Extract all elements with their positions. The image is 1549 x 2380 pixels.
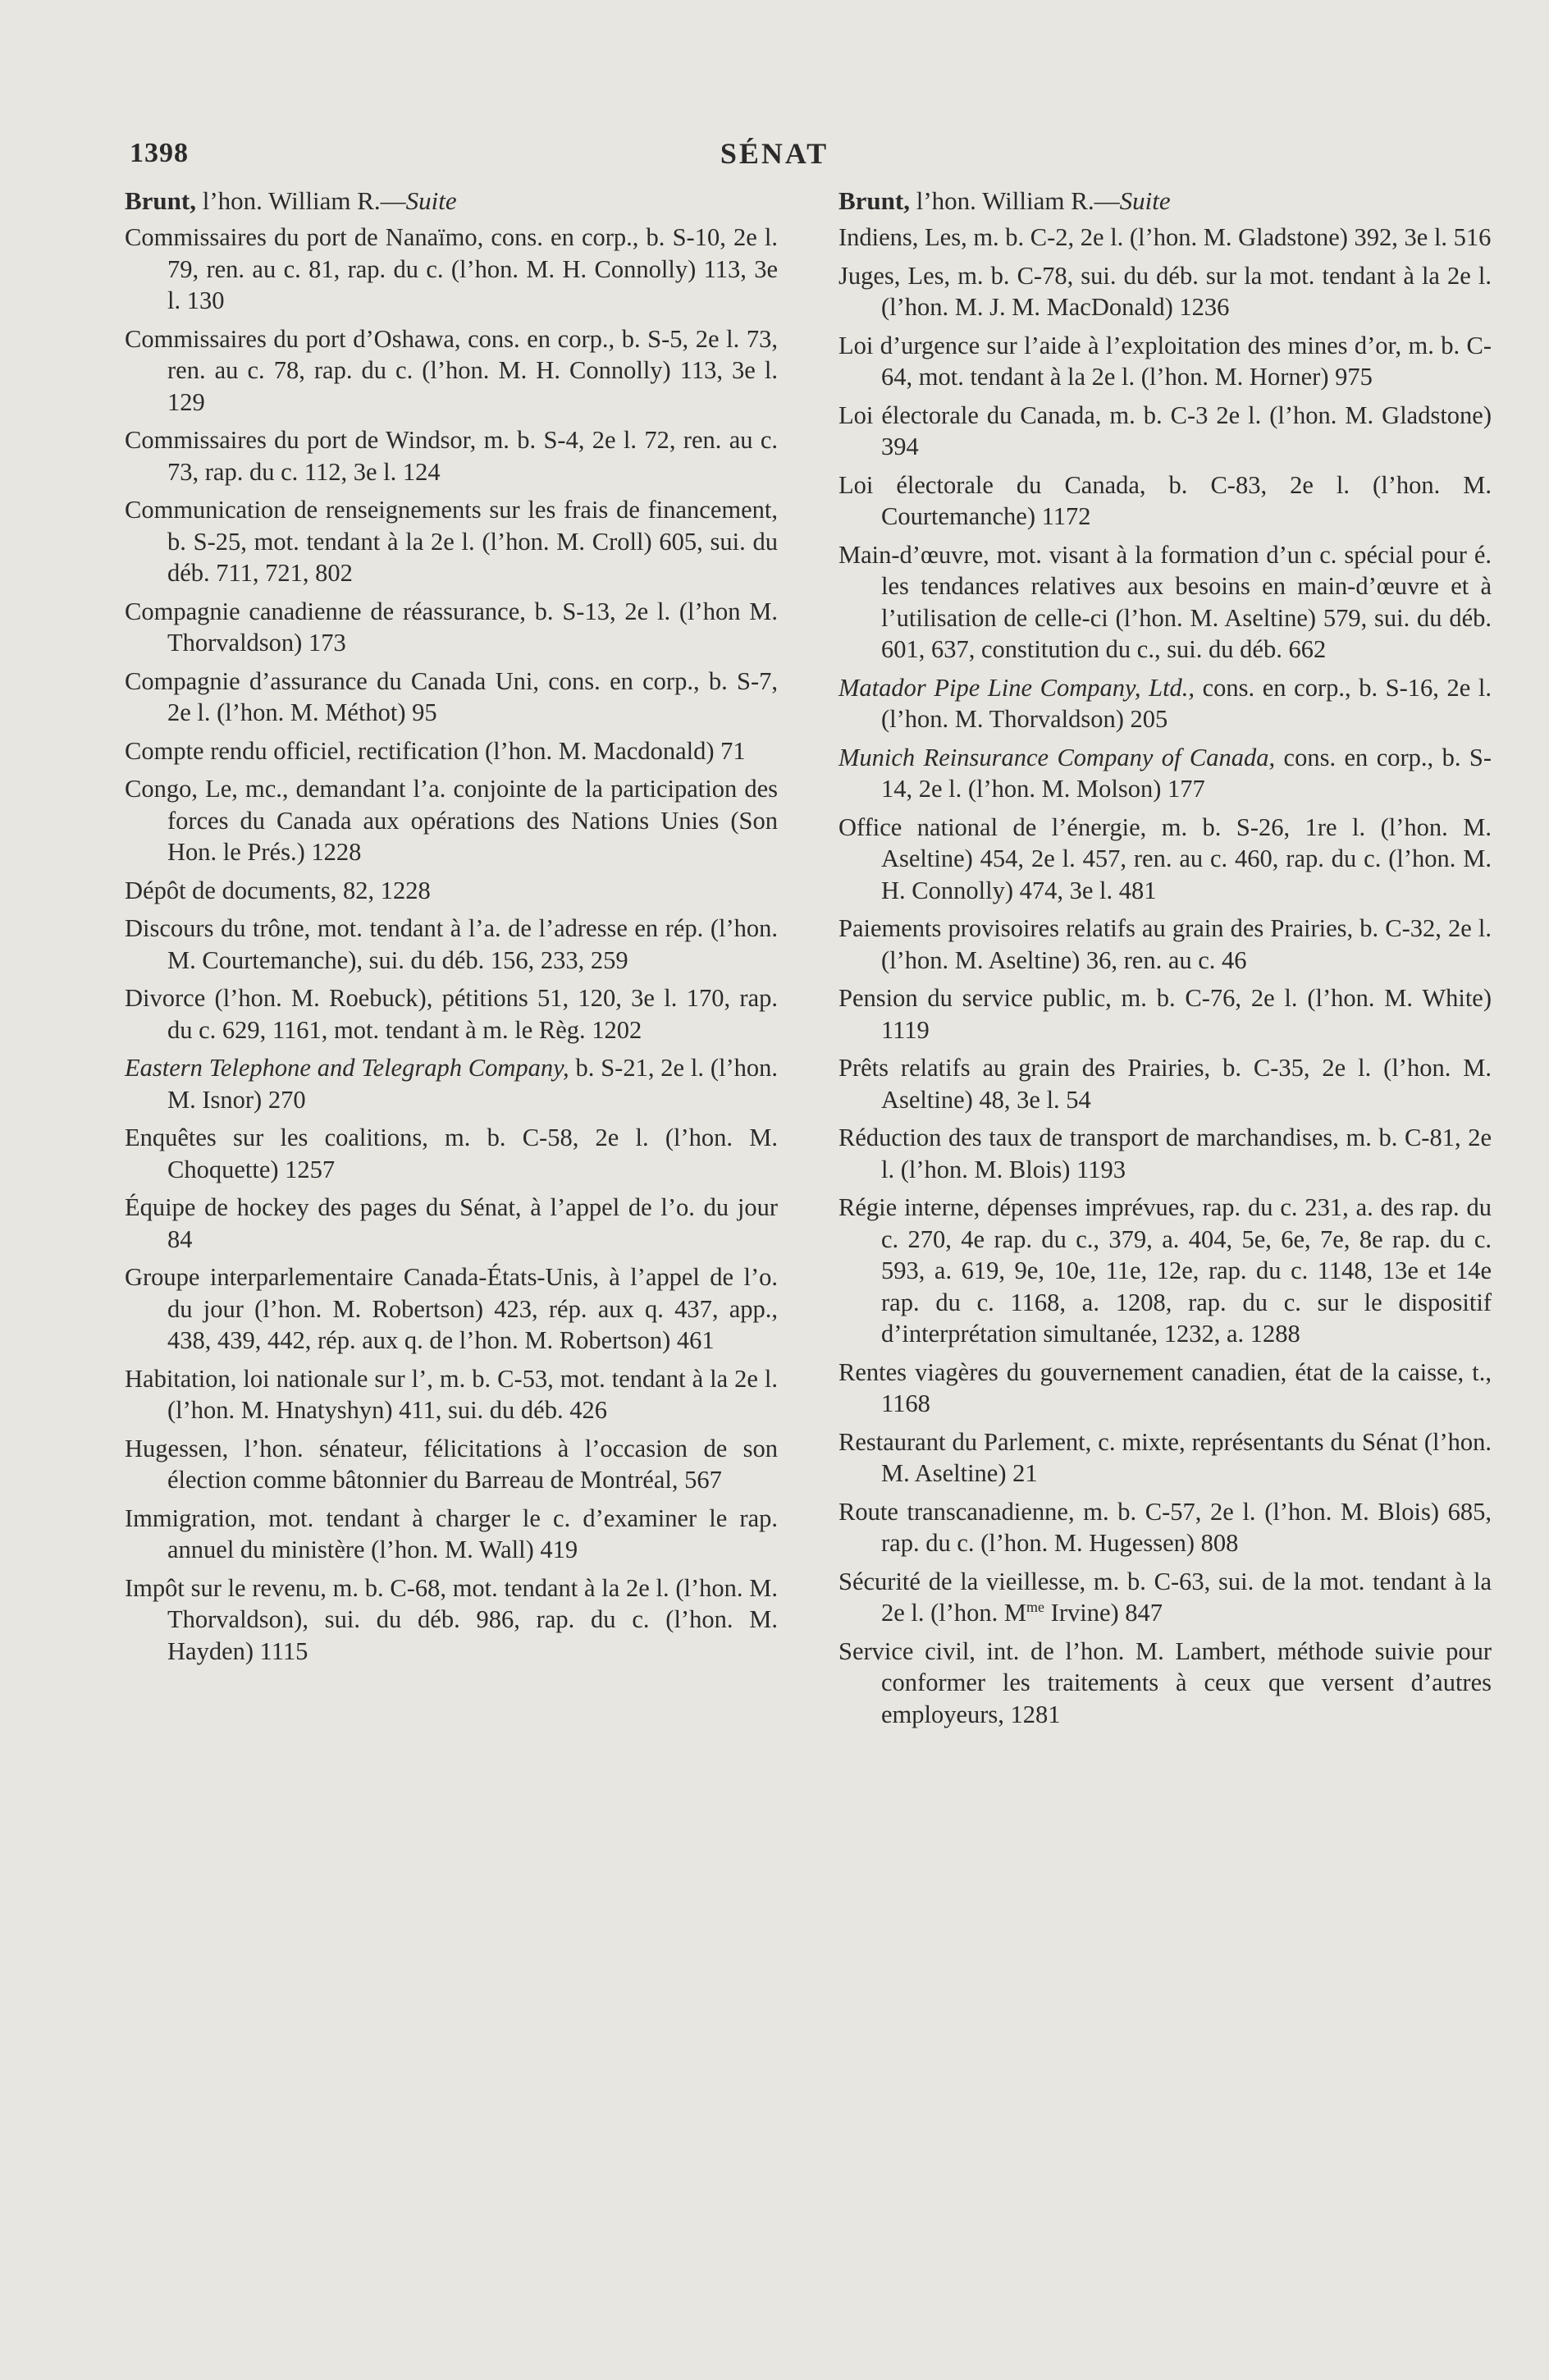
index-entry [125, 1503, 778, 1566]
index-entry [838, 1052, 1492, 1115]
index-entry [838, 1357, 1492, 1420]
index-entry [838, 1566, 1492, 1629]
entry-text: Loi électorale du Canada, b. C-83, 2e l. (l’hon. M. Courtemanche) 1172 [838, 470, 1492, 530]
entry-text: Hugessen, l’hon. sénateur, félicitations à l’occasion de son élection comme bâtonnier du Barreau de Montréal, 567 [125, 1434, 778, 1494]
index-entry [125, 982, 778, 1046]
heading-suite: Suite [405, 186, 457, 215]
index-entry [125, 875, 778, 907]
index-entry [838, 1636, 1492, 1731]
index-entry [125, 222, 778, 317]
entry-text: Sécurité de la vieillesse, m. b. C-63, sui. de la mot. tendant à la 2e l. (l’hon. M [838, 1567, 1492, 1627]
entry-text-after: Irvine) 847 [1044, 1599, 1163, 1627]
page-title: SÉNAT [720, 137, 829, 170]
entry-text: Compagnie d’assurance du Canada Uni, cons. en corp., b. S-7, 2e l. (l’hon. M. Méthot) 95 [125, 666, 778, 726]
index-entry [838, 742, 1492, 805]
entry-text: Indiens, Les, m. b. C-2, 2e l. (l’hon. M. Gladstone) 392, 3e l. 516 [838, 223, 1492, 251]
index-entry [838, 400, 1492, 463]
index-entry [125, 735, 778, 767]
entry-italic-title: Munich Reinsurance Company of Canada, [838, 743, 1276, 771]
index-entry [838, 469, 1492, 533]
entry-text: Office national de l’énergie, m. b. S-26, 1re l. (l’hon. M. Aseltine) 454, 2e l. 457, ren. au c. 460, rap. du c. (l’hon. M. H. Connolly) 474, 3e l. 481 [838, 812, 1492, 904]
entry-text: Service civil, int. de l’hon. M. Lambert, méthode suivie pour conformer les traitements à ceux que versent d’autres employeurs, 1281 [838, 1636, 1492, 1728]
index-entry [838, 1122, 1492, 1185]
index-entry [838, 913, 1492, 976]
entry-text: Loi d’urgence sur l’aide à l’exploitation des mines d’or, m. b. C-64, mot. tendant à la 2e l. (l’hon. M. Horner) 975 [838, 331, 1492, 391]
entry-text: Régie interne, dépenses imprévues, rap. du c. 231, a. des rap. du c. 270, 4e rap. du c., 379, a. 404, 5e, 6e, 7e, 8e rap. du c. 593, a. 619, 9e, 10e, 11e, 12e, rap. du c. 1148, 13e et 14e rap. du c. 1168, a. 1208, rap. du c. sur le dispositif d’interprétation simultanée, 1232, a. 1288 [838, 1193, 1492, 1348]
entry-text: Discours du trône, mot. tendant à l’a. de l’adresse en rép. (l’hon. M. Courtemanche), sui. du déb. 156, 233, 259 [125, 914, 778, 974]
entry-text: Impôt sur le revenu, m. b. C-68, mot. tendant à la 2e l. (l’hon. M. Thorvaldson), sui. du déb. 986, rap. du c. (l’hon. M. Hayden) 1115 [125, 1573, 778, 1665]
heading-name: Brunt, [838, 186, 910, 215]
index-entry [125, 1261, 778, 1357]
entry-text: Compagnie canadienne de réassurance, b. S-13, 2e l. (l’hon M. Thorvaldson) 173 [125, 597, 778, 657]
entry-text: Route transcanadienne, m. b. C-57, 2e l. (l’hon. M. Blois) 685, rap. du c. (l’hon. M. Hugessen) 808 [838, 1497, 1492, 1557]
entry-text: cons. en corp., b. S-14, 2e l. (l’hon. M. Molson) 177 [881, 743, 1492, 803]
entry-text: Communication de renseignements sur les frais de financement, b. S-25, mot. tendant à la 2e l. (l’hon. M. Croll) 605, sui. du déb. 711, 721, 802 [125, 496, 778, 587]
index-entry [838, 260, 1492, 323]
right-column [838, 185, 1492, 1737]
index-entry [838, 1192, 1492, 1350]
running-heading [125, 185, 778, 217]
entry-text: Main-d’œuvre, mot. visant à la formation d’un c. spécial pour é. les tendances relatives aux besoins en main-d’œuvre et à l’utilisation de celle-ci (l’hon. M. Aseltine) 579, sui. du déb. 601, 637, constitution du c., sui. du déb. 662 [838, 540, 1492, 663]
entry-italic-title: Eastern Telephone and Telegraph Company, [125, 1054, 569, 1082]
entry-text: Divorce (l’hon. M. Roebuck), pétitions 51, 120, 3e l. 170, rap. du c. 629, 1161, mot. tendant à m. le Règ. 1202 [125, 984, 778, 1044]
index-entry [125, 1433, 778, 1496]
entry-text: Dépôt de documents, 82, 1228 [125, 876, 431, 904]
index-entry [125, 666, 778, 729]
entry-text: Réduction des taux de transport de marchandises, m. b. C-81, 2e l. (l’hon. M. Blois) 1193 [838, 1124, 1492, 1183]
entry-list [838, 222, 1492, 1730]
entry-text: Commissaires du port d’Oshawa, cons. en corp., b. S-5, 2e l. 73, ren. au c. 78, rap. du c. (l’hon. M. H. Connolly) 113, 3e l. 129 [125, 324, 778, 416]
index-entry [125, 494, 778, 589]
running-heading [838, 185, 1492, 217]
heading-text: l’hon. William R.— [196, 186, 406, 215]
index-entry [125, 596, 778, 659]
index-entry [125, 1572, 778, 1668]
left-column [125, 185, 778, 1673]
entry-text: Loi électorale du Canada, m. b. C-3 2e l. (l’hon. M. Gladstone) 394 [838, 400, 1492, 460]
index-entry [125, 424, 778, 487]
entry-text: Commissaires du port de Nanaïmo, cons. en corp., b. S-10, 2e l. 79, ren. au c. 81, rap. du c. (l’hon. M. H. Connolly) 113, 3e l. 130 [125, 223, 778, 314]
entry-text: b. S-21, 2e l. (l’hon. M. Isnor) 270 [167, 1054, 778, 1114]
heading-suite: Suite [1119, 186, 1171, 215]
entry-text: Immigration, mot. tendant à charger le c. d’examiner le rap. annuel du ministère (l’hon. M. Wall) 419 [125, 1504, 778, 1563]
entry-list [125, 222, 778, 1667]
heading-name: Brunt, [125, 186, 196, 215]
index-entry [838, 330, 1492, 393]
entry-text: cons. en corp., b. S-16, 2e l. (l’hon. M. Thorvaldson) 205 [881, 673, 1492, 733]
index-entry [125, 773, 778, 868]
index-entry [838, 539, 1492, 666]
entry-text: Habitation, loi nationale sur l’, m. b. C-53, mot. tendant à la 2e l. (l’hon. M. Hnatyshyn) 411, sui. du déb. 426 [125, 1364, 778, 1424]
index-entry [838, 222, 1492, 254]
entry-text: Juges, Les, m. b. C-78, sui. du déb. sur la mot. tendant à la 2e l. (l’hon. M. J. M. MacDonald) 1236 [838, 261, 1492, 321]
entry-text: Restaurant du Parlement, c. mixte, représentants du Sénat (l’hon. M. Aseltine) 21 [838, 1427, 1492, 1487]
entry-superscript: me [1026, 1598, 1045, 1615]
index-entry [838, 812, 1492, 907]
index-entry [125, 913, 778, 976]
entry-text: Groupe interparlementaire Canada-États-Unis, à l’appel de l’o. du jour (l’hon. M. Robertson) 423, rép. aux q. 437, app., 438, 439, 442, rép. aux q. de l’hon. M. Robertson) 461 [125, 1263, 778, 1354]
entry-italic-title: Matador Pipe Line Company, Ltd., [838, 673, 1195, 702]
entry-text: Prêts relatifs au grain des Prairies, b. C-35, 2e l. (l’hon. M. Aseltine) 48, 3e l. 54 [838, 1054, 1492, 1114]
entry-text: Commissaires du port de Windsor, m. b. S-4, 2e l. 72, ren. au c. 73, rap. du c. 112, 3e l. 124 [125, 426, 778, 486]
entry-text: Enquêtes sur les coalitions, m. b. C-58, 2e l. (l’hon. M. Choquette) 1257 [125, 1124, 778, 1183]
index-entry [838, 1496, 1492, 1559]
entry-text: Paiements provisoires relatifs au grain des Prairies, b. C-32, 2e l. (l’hon. M. Aseltine) 36, ren. au c. 46 [838, 914, 1492, 974]
index-entry [838, 982, 1492, 1046]
entry-text: Rentes viagères du gouvernement canadien, état de la caisse, t., 1168 [838, 1357, 1492, 1417]
index-entry [125, 1122, 778, 1185]
entry-text: Congo, Le, mc., demandant l’a. conjointe de la participation des forces du Canada aux opérations des Nations Unies (Son Hon. le Prés.) 1228 [125, 775, 778, 866]
entry-text: Pension du service public, m. b. C-76, 2e l. (l’hon. M. White) 1119 [838, 984, 1492, 1044]
index-entry [125, 323, 778, 419]
index-entry [125, 1363, 778, 1426]
index-entry [838, 672, 1492, 735]
page-number: 1398 [130, 138, 189, 168]
index-entry [838, 1426, 1492, 1490]
index-entry [125, 1192, 778, 1255]
heading-text: l’hon. William R.— [910, 186, 1120, 215]
entry-text: Équipe de hockey des pages du Sénat, à l’appel de l’o. du jour 84 [125, 1193, 778, 1253]
index-entry [125, 1052, 778, 1115]
entry-text: Compte rendu officiel, rectification (l’hon. M. Macdonald) 71 [125, 736, 746, 765]
